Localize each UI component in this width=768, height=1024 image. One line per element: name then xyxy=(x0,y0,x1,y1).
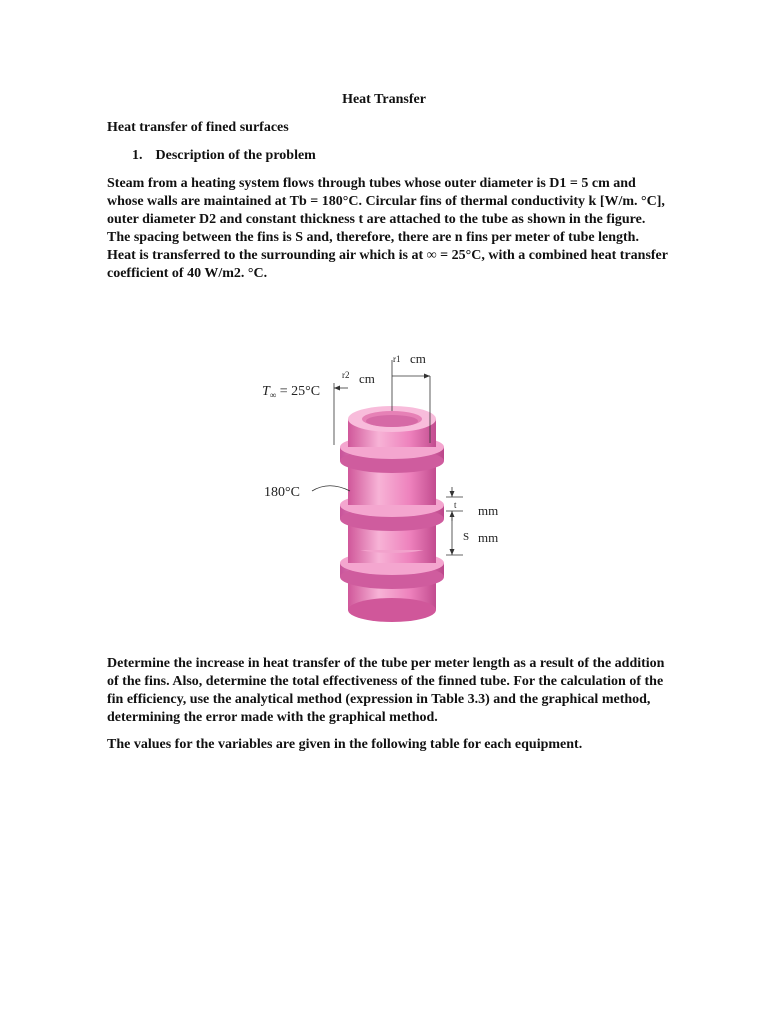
fin-spacing-arrowhead xyxy=(450,549,455,555)
tube-bore-inner xyxy=(366,415,418,427)
base-temperature-leader xyxy=(312,486,350,491)
task-paragraph xyxy=(107,655,672,727)
subsection-title: Description of the problem xyxy=(155,148,316,163)
s-symbol: S xyxy=(463,531,470,543)
t-symbol: t xyxy=(454,500,457,510)
paragraph-line: The spacing between the fins is S and, therefore, there are n fins per meter of tube length. xyxy=(107,230,639,245)
r1-symbol: r1 xyxy=(393,354,401,364)
t-inf-subscript: ∞ xyxy=(269,390,277,400)
section-heading: Heat transfer of fined surfaces xyxy=(107,120,289,135)
paragraph-line: outer diameter D2 and constant thickness t are attached to the tube as shown in the figure. xyxy=(107,212,646,227)
values-note-paragraph: The values for the variables are given in the following table for each equipment. xyxy=(107,737,583,752)
paragraph-line: determining the error made with the graphical method. xyxy=(107,710,438,725)
base-temperature-label: 180°C xyxy=(264,485,300,500)
paragraph-line: of the fins. Also, determine the total effectiveness of the finned tube. For the calculation of the xyxy=(107,674,664,689)
finned-tube-drawing xyxy=(250,345,520,625)
finned-tube-figure xyxy=(250,345,520,625)
t-inf-symbol: T xyxy=(262,384,270,399)
r1-arrowhead xyxy=(424,374,430,379)
paragraph-line: Steam from a heating system flows through tubes whose outer diameter is D1 = 5 cm and xyxy=(107,176,636,191)
document-title: Heat Transfer xyxy=(342,92,426,107)
tube-bottom xyxy=(348,598,436,622)
subsection-number: 1. xyxy=(132,148,143,163)
t-unit: mm xyxy=(478,503,499,518)
r2-arrowhead xyxy=(334,386,340,391)
r2-unit: cm xyxy=(359,371,375,386)
s-unit: mm xyxy=(478,530,499,545)
paragraph-line: whose walls are maintained at Tb = 180°C. Circular fins of thermal conductivity k [W/m. °C], xyxy=(107,194,665,209)
subsection-heading xyxy=(132,147,316,165)
t-inf-value: = 25°C xyxy=(276,384,321,399)
r1-unit: cm xyxy=(410,351,426,366)
problem-paragraph xyxy=(107,175,672,283)
paragraph-line: coefficient of 40 W/m2. °C. xyxy=(107,266,268,281)
paragraph-line: fin efficiency, use the analytical method (expression in Table 3.3) and the graphical method, xyxy=(107,692,651,707)
paragraph-line: Determine the increase in heat transfer of the tube per meter length as a result of the addition xyxy=(107,656,665,671)
paragraph-line: Heat is transferred to the surrounding air which is at ∞ = 25°C, with a combined heat transfer xyxy=(107,248,668,263)
r2-symbol: r2 xyxy=(342,370,350,380)
fin-thickness-arrowhead xyxy=(450,491,455,497)
ambient-temperature-label xyxy=(262,384,320,400)
